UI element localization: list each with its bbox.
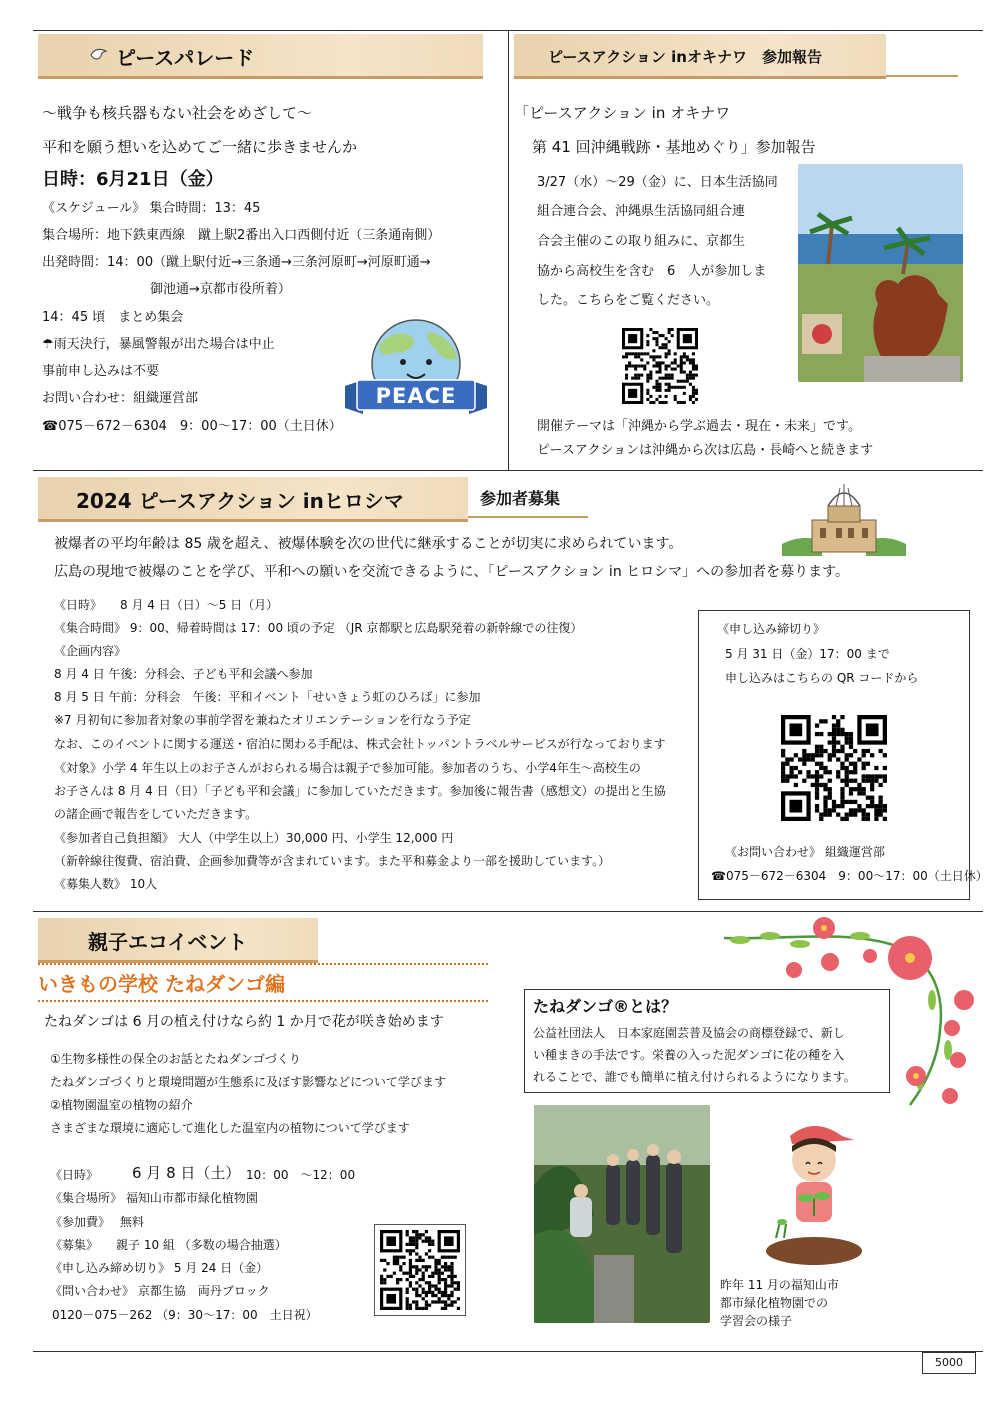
eco-place: 《集合場所》 福知山市都市緑化植物園 bbox=[50, 1191, 258, 1205]
parade-rain: ☂雨天決行，暴風警報が出た場合は中止 bbox=[42, 337, 275, 352]
parade-noapply: 事前申し込みは不要 bbox=[42, 364, 160, 379]
photo-caption-1: 昨年 11 月の福知山市 bbox=[720, 1278, 839, 1292]
dove-icon bbox=[88, 43, 110, 69]
okinawa-body-3: 合会主催のこの取り組みに、京都生 bbox=[537, 234, 746, 249]
eco-deadline: 《申し込み締め切り》 5 月 24 日（金） bbox=[50, 1261, 269, 1275]
parade-date: 日時：6月21日（金） bbox=[42, 169, 224, 190]
tane-dango-body-3: れることで、誰でも簡単に植え付けられるようになります。 bbox=[533, 1070, 856, 1084]
eco-subtitle: いきもの学校 たねダンゴ編 bbox=[38, 972, 286, 996]
okinawa-theme: 開催テーマは「沖縄から学ぶ過去・現在・未来」です。 bbox=[537, 419, 861, 434]
eco-time: 10：00 ～12：00 bbox=[246, 1168, 356, 1182]
hiroshima-detail-2: 《集合時間》 9：00、帰着時間は 17：00 頃の予定 （JR 京都駅と広島駅発着の新幹線での往復） bbox=[54, 621, 583, 635]
okinawa-body-2: 組合連合会、沖縄県生活協同組合連 bbox=[537, 204, 746, 219]
hiroshima-tel: ☎075－672－6304 9：00～17：00（土日休） bbox=[711, 869, 988, 883]
eco-contact: 《問い合わせ》 京都生協 両丹ブロック bbox=[50, 1284, 270, 1298]
hiroshima-detail-8: 《対象》小学 4 年生以上のお子さんがおられる場合は親子で参加可能。参加者のうち、小学4年生～高校生の bbox=[54, 761, 641, 775]
column-divider bbox=[508, 30, 509, 470]
atomic-dome-illustration bbox=[782, 480, 906, 556]
eco-date-label: 《日時》 bbox=[50, 1168, 99, 1182]
eco-fee: 《参加費》 無料 bbox=[50, 1215, 144, 1229]
eco-item-2: たねダンゴづくりと環境問題が生態系に及ぼす影響などについて学びます bbox=[50, 1075, 446, 1089]
deadline-text: 5 月 31 日（金）17：00 まで bbox=[725, 647, 890, 661]
section-title: 2024 ピースアクション inヒロシマ bbox=[76, 489, 404, 513]
photo-caption-2: 都市緑化植物園での bbox=[720, 1296, 829, 1310]
hiroshima-detail-6: ※7 月初旬に参加者対象の事前学習を兼ねたオリエンテーションを行なう予定 bbox=[54, 713, 471, 727]
phone-icon: ☎ bbox=[42, 419, 59, 434]
tane-dango-title: たねダンゴ®とは？ bbox=[533, 997, 678, 1016]
parade-closing: 14：45 頃 まとめ集会 bbox=[42, 310, 184, 325]
section-title: 親子エコイベント bbox=[88, 930, 248, 954]
photo-caption-3: 学習会の様子 bbox=[720, 1314, 793, 1328]
hiroshima-detail-7: なお、このイベントに関する運送・宿泊に関わる手配は、株式会社トッパントラベルサービスが行なっております bbox=[54, 737, 666, 751]
okinawa-body-1: 3/27（水）～29（金）に、日本生活協同 bbox=[537, 175, 778, 190]
eco-item-3: ②植物園温室の植物の紹介 bbox=[50, 1098, 193, 1112]
hiroshima-detail-9: お子さんは 8 月 4 日（日）「子ども平和会議」に参加していただきます。参加後に報告書（感想文）の提出と生協 bbox=[54, 784, 666, 798]
tane-dango-body-2: い種まきの手法です。栄養の入った泥ダンゴに花の種を入 bbox=[533, 1048, 845, 1062]
hiroshima-detail-10: の諸企画で報告をしていただきます。 bbox=[54, 807, 258, 821]
okinawa-heading-1: 「ピースアクション in オキナワ bbox=[514, 104, 731, 122]
hiroshima-detail-3: 《企画内容》 bbox=[54, 644, 127, 658]
hiroshima-detail-1: 《日時》 8 月 4 日（日）～5 日（月） bbox=[54, 598, 279, 612]
okinawa-body-5: した。こちらをご覧ください。 bbox=[537, 293, 720, 308]
okinawa-body-4: 協から高校生を含む 6 人が参加しま bbox=[537, 264, 767, 279]
earth-peace-illustration bbox=[343, 318, 489, 428]
tane-dango-body-1: 公益社団法人 日本家庭園芸普及協会の商標登録で、新し bbox=[533, 1026, 845, 1040]
eco-item-4: さまざまな環境に適応して進化した温室内の植物について学びます bbox=[50, 1121, 410, 1135]
hiroshima-intro-2: 広島の現地で被爆のことを学び、平和への願いを交流できるように、「ピースアクション in ヒロシマ」への参加者を募ります。 bbox=[54, 564, 850, 580]
section-title: ピースアクション inオキナワ 参加報告 bbox=[548, 48, 822, 66]
tane-dango-info-box bbox=[524, 989, 890, 1093]
section-header-eco bbox=[38, 918, 318, 963]
parade-invite: 平和を願う想いを込めてご一緒に歩きませんか bbox=[42, 138, 358, 156]
eco-title-underline bbox=[38, 963, 488, 965]
hiroshima-tag: 参加者募集 bbox=[480, 489, 561, 508]
phone-icon: ☎ bbox=[711, 869, 726, 883]
page-number-box bbox=[922, 1352, 976, 1374]
eco-qr-code[interactable] bbox=[374, 1224, 466, 1316]
deadline-label: 《申し込み締切り》 bbox=[717, 622, 826, 636]
parade-contact: お問い合わせ：組織運営部 bbox=[42, 391, 199, 406]
okinawa-header-rule bbox=[886, 75, 958, 77]
hiroshima-apply-box bbox=[698, 610, 988, 900]
parade-subtitle: ～戦争も核兵器もない社会をめざして～ bbox=[42, 104, 313, 122]
parade-route: 御池通→京都市役所着） bbox=[150, 282, 291, 297]
parade-place: 集合場所：地下鉄東西線 蹴上駅2番出入口西側付近（三条通南側） bbox=[42, 228, 441, 243]
okinawa-shisa-photo bbox=[798, 164, 963, 382]
eco-date: 6 月 8 日（土） bbox=[132, 1164, 241, 1182]
hiroshima-header-rule bbox=[468, 516, 588, 518]
hiroshima-contact: 《お問い合わせ》 組織運営部 bbox=[725, 845, 885, 859]
parade-schedule: 《スケジュール》 集合時間：13：45 bbox=[42, 201, 261, 216]
okinawa-heading-2: 第 41 回沖縄戦跡・基地めぐり」参加報告 bbox=[532, 138, 816, 156]
hiroshima-intro-1: 被爆者の平均年齢は 85 歳を超え、被爆体験を次の世代に継承することが切実に求められています。 bbox=[54, 536, 683, 552]
hiroshima-detail-11: 《参加者自己負担額》 大人（中学生以上）30,000 円、小学生 12,000 円 bbox=[54, 831, 454, 845]
eco-lead: たねダンゴは 6 月の植え付けなら約 1 か月で花が咲き始めます bbox=[44, 1014, 444, 1030]
hiroshima-detail-13: 《募集人数》 10人 bbox=[54, 877, 158, 891]
umbrella-icon: ☂ bbox=[42, 337, 54, 352]
child-planting-illustration bbox=[762, 1116, 866, 1266]
hiroshima-detail-5: 8 月 5 日 午前：分科会 午後：平和イベント「せいきょう虹のひろば」に参加 bbox=[54, 690, 481, 704]
eco-subtitle-underline bbox=[38, 1000, 488, 1002]
parade-tel: ☎075－672－6304 9：00～17：00（土日休） bbox=[42, 419, 342, 434]
apply-text: 申し込みはこちらの QR コードから bbox=[725, 671, 919, 685]
section-header-okinawa bbox=[514, 34, 886, 79]
eco-tel: 0120－075－262 （9：30～17：00 土日祝） bbox=[52, 1308, 318, 1322]
hiroshima-detail-12: （新幹線往復費、宿泊費、企画参加費等が含まれています。また平和募金より一部を援助しています。） bbox=[54, 854, 611, 868]
okinawa-next: ピースアクションは沖縄から次は広島・長崎へと続きます bbox=[537, 443, 874, 458]
hiroshima-qr-code[interactable] bbox=[781, 715, 887, 821]
hiroshima-detail-4: 8 月 4 日 午後：分科会、子ども平和会議へ参加 bbox=[54, 667, 313, 681]
footer-rule bbox=[33, 1351, 983, 1352]
peace-badge-text: PEACE bbox=[375, 384, 457, 408]
okinawa-qr-code[interactable] bbox=[622, 328, 698, 404]
greenhouse-workshop-photo bbox=[534, 1105, 710, 1323]
section-header-hiroshima bbox=[38, 477, 468, 522]
parade-depart: 出発時間：14：00（蹴上駅付近→三条通→三条河原町→河原町通→ bbox=[42, 255, 431, 270]
eco-recruit: 《募集》 親子 10 組 （多数の場合抽選） bbox=[50, 1238, 287, 1252]
section-rule-1 bbox=[33, 470, 983, 471]
section-header-peace-parade bbox=[38, 34, 483, 79]
eco-item-1: ①生物多様性の保全のお話とたねダンゴづくり bbox=[50, 1052, 301, 1066]
page-number: 5000 bbox=[935, 1356, 963, 1369]
section-title: ピースパレード bbox=[116, 46, 255, 70]
